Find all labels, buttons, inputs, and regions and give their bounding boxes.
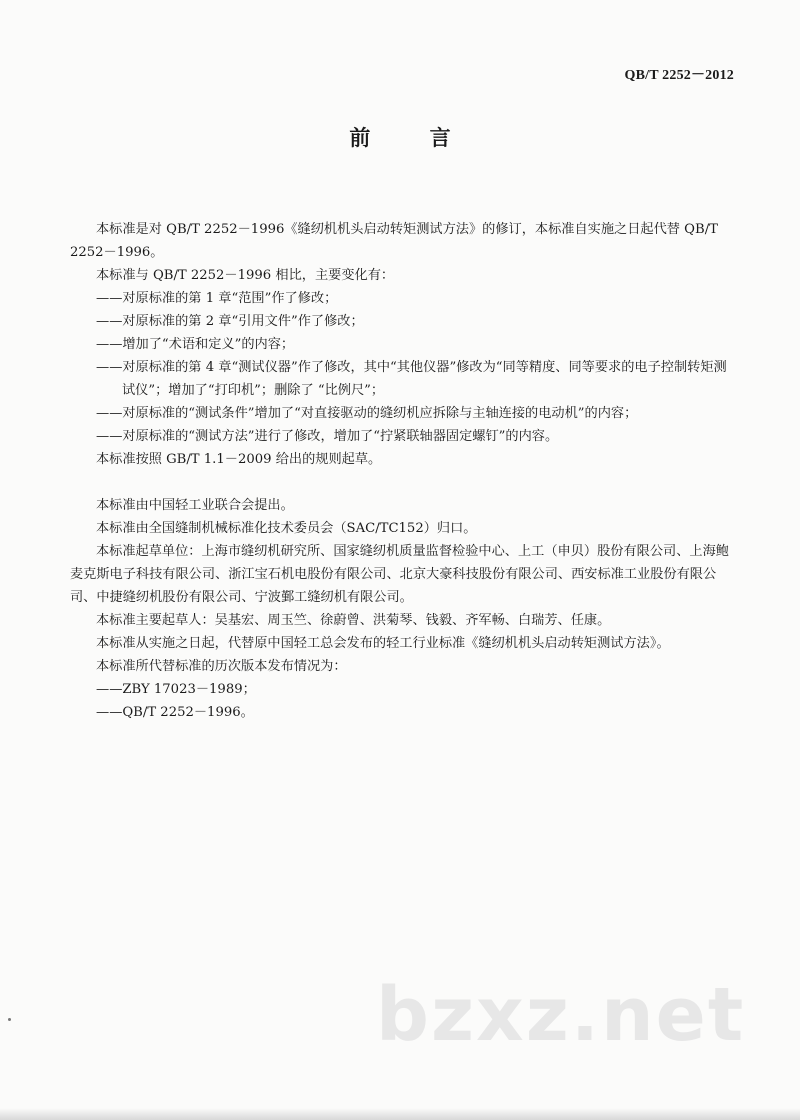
paragraph: 本标准是对 QB/T 2252－1996《缝纫机机头启动转矩测试方法》的修订，本标准自实施之日起代替 QB/T 2252－1996。 <box>70 222 718 260</box>
page-title: 前 言 <box>349 125 477 150</box>
paragraph: 本标准所代替标准的历次版本发布情况为： <box>96 659 347 674</box>
version-list-item: ——ZBY 17023－1989； <box>96 682 256 697</box>
change-list-item: ——对原标准的第 2 章“引用文件”作了修改； <box>96 314 364 329</box>
change-list-item: ——对原标准的“测试条件”增加了“对直接驱动的缝纫机应拆除与主轴连接的电动机”的内容； <box>96 406 638 421</box>
paragraph: 本标准起草单位：上海市缝纫机研究所、国家缝纫机质量监督检验中心、上工（申贝）股份有限公司、上海鲍麦克斯电子科技有限公司、浙江宝石机电股份有限公司、北京大豪科技股份有限公司、西安标准工业股份有限公司、中捷缝纫机股份有限公司、宁波鄞工缝纫机有限公司。 <box>70 544 729 605</box>
change-list-item: ——对原标准的“测试方法”进行了修改，增加了“拧紧联轴器固定螺钉”的内容。 <box>96 429 559 444</box>
foreword-body <box>70 218 738 724</box>
scan-speck <box>8 1018 11 1021</box>
paragraph: 本标准按照 GB/T 1.1－2009 给出的规则起草。 <box>96 452 382 467</box>
change-list-item: ——增加了“术语和定义”的内容； <box>96 337 295 352</box>
page-edge-shadow <box>0 1108 800 1120</box>
paragraph: 本标准由全国缝制机械标准化技术委员会（SAC/TC152）归口。 <box>96 521 477 536</box>
change-list-item: ——对原标准的第 1 章“范围”作了修改； <box>96 291 338 306</box>
change-list-item: ——对原标准的第 4 章“测试仪器”作了修改，其中“其他仪器”修改为“同等精度、同等要求的电子控制转矩测试仪”；增加了“打印机”；删除了 “比例尺”； <box>96 360 727 398</box>
paragraph: 本标准从实施之日起，代替原中国轻工总会发布的轻工行业标准《缝纫机机头启动转矩测试方法》。 <box>96 636 670 651</box>
paragraph: 本标准由中国轻工业联合会提出。 <box>96 498 294 513</box>
paragraph-gap <box>70 471 738 494</box>
watermark: bzxz.net <box>376 972 746 1058</box>
paragraph: 本标准与 QB/T 2252－1996 相比，主要变化有： <box>96 268 395 283</box>
paragraph: 本标准主要起草人：吴基宏、周玉竺、徐蔚曾、洪菊琴、钱毅、齐军畅、白瑞芳、任康。 <box>96 613 611 628</box>
standard-code: QB/T 2252－2012 <box>624 68 734 83</box>
version-list-item: ——QB/T 2252－1996。 <box>96 705 254 720</box>
